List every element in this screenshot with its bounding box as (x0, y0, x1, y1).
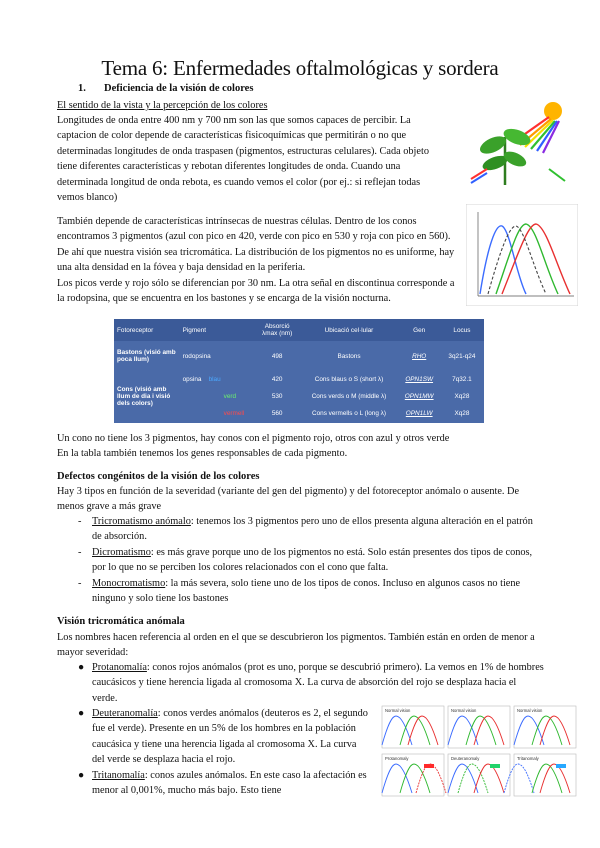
cell-gene: OPN1MW (404, 393, 434, 400)
panel-label: Protanomaly (385, 756, 409, 761)
list-item (78, 545, 540, 576)
cell-locus: 7q32.1 (452, 376, 472, 383)
cell-absorption: 530 (271, 393, 283, 400)
header-locus: Locus (453, 326, 471, 334)
cell-gene: RHO (412, 352, 427, 360)
anomaly-list-bottom (78, 706, 370, 798)
anomaly-panels-svg (380, 704, 580, 800)
bullet-dash: - (78, 577, 82, 589)
bullet-dot: ● (78, 662, 85, 673)
table-row (114, 341, 484, 371)
cell-location: Cons blaus o S (short λ) (314, 376, 384, 383)
pigment-name: opsina (182, 376, 202, 383)
cell-locus: Xq28 (454, 410, 470, 417)
panel-label: Normal vision (385, 708, 411, 713)
paragraph-one-cone: Un cono no tiene los 3 pigmentos, hay conos con el pigmento rojo, otros con azul y otros verde (57, 433, 450, 444)
paragraph-cones: También depende de características intrínsecas de nuestras células. Dentro de los conos encontramos 3 pigmentos (azul con pico en 420, verde con pico en 530 y roja con pico en 560). De ahí que nuestra visión sea tricromática. La distribución de los pigmentos no es uniforme, hay una alta densidad en la fóvea y baja densidad en la periferia. (57, 216, 455, 274)
section-number: 1. (78, 83, 86, 94)
cell-gene: OPN1SW (405, 376, 434, 383)
anomaly-list-top (78, 660, 544, 706)
list-item (78, 706, 370, 768)
anomaly-panel (504, 754, 576, 796)
anomaly-color-marker (556, 764, 566, 768)
anomaly-color-marker (490, 764, 500, 768)
anomaly-panel (382, 754, 446, 796)
anomaly-panel (514, 706, 576, 748)
bullet-dash: - (78, 516, 82, 527)
list-item (78, 768, 370, 799)
paragraph-names-order: Los nombres hacen referencia al orden en el que se descubrieron los pigmentos. También están en orden de menor a mayor severidad: (57, 632, 535, 659)
subheading-vista: El sentido de la vista y la percepción de los colores (57, 100, 268, 111)
cell-locus: Xq28 (454, 393, 470, 400)
paragraph-peaks: Los picos verde y rojo sólo se diferencian por 30 nm. La otra señal en discontinua corresponde a la rodopsina, que se encuentra en los bastones y se encarga de la visión nocturna. (57, 278, 455, 305)
gene-table (114, 319, 484, 422)
cell-pigment (180, 371, 255, 388)
absorption-curves-figure (466, 204, 578, 306)
cell-gene: OPN1LW (405, 410, 433, 417)
anomaly-panel (382, 706, 444, 748)
header-absorcio: Absorció λmax (nm) (262, 323, 293, 337)
cell-location: Bastons (337, 352, 361, 360)
defects-list (78, 514, 540, 606)
paragraph-types: Hay 3 tipos en función de la severidad (variante del gen del pigmento) y del fotoreceptor anómalo o ausente. De menos grave a más grave (57, 486, 520, 513)
term-text: : la más severa, solo tiene uno de los tipos de conos. Incluso en algunos casos no tiene ninguno y solo tiene los bastones (92, 577, 521, 605)
header-fotoreceptor: Fotoreceptor (117, 326, 154, 334)
term: Deuteranomalía (92, 708, 158, 719)
term: Tricromatismo anómalo (92, 516, 191, 527)
header-ubicacio: Ubicació cel·lular (324, 326, 374, 334)
cell-absorption: 560 (271, 410, 283, 417)
pigment-sub-blue: blau (208, 376, 221, 383)
pigment-sub-green: verd (223, 393, 237, 400)
page-title: Tema 6: Enfermedades oftalmológicas y sordera (101, 56, 499, 80)
panel-label: Tritanomaly (517, 756, 539, 761)
anomaly-color-marker (424, 764, 434, 768)
list-item (78, 576, 540, 607)
cell-pigment: rodopsina (182, 352, 211, 360)
term: Monocromatismo (92, 577, 166, 589)
heading-anomalous-trichromacy: Visión tricromática anómala (57, 616, 185, 627)
cell-receptor: Bastons (visió amb poca llum) (117, 349, 176, 363)
term-text: : es más grave porque uno de los pigmentos no está. Solo están presentes dos tipos de conos, por lo que no se perciben los colores relacionados con el cono que falta. (92, 546, 533, 574)
cell-receptor: Cons (visió amb llum de dia i visió dels colors) (117, 386, 171, 407)
panel-label: Deuteranomaly (451, 756, 480, 761)
gene-table-panel (114, 319, 484, 423)
paragraph-table-genes: En la tabla también tenemos los genes responsables de cada pigmento. (57, 448, 348, 459)
list-item (78, 514, 540, 545)
term: Dicromatismo (92, 546, 151, 558)
header-pigment: Pigment (182, 326, 207, 334)
plant-light-illustration (465, 97, 577, 187)
section-heading: Deficiencia de la visión de colores (104, 83, 254, 94)
anomaly-comparison-figure (380, 704, 580, 800)
anomaly-panel (448, 754, 510, 796)
table-row (114, 371, 484, 388)
panel-label: Normal vision (517, 708, 543, 713)
cell-absorption: 420 (271, 376, 283, 383)
heading-congenital-defects: Defectos congénitos de la visión de los colores (57, 471, 260, 482)
panel-label: Normal vision (451, 708, 477, 713)
bullet-dot: ● (78, 708, 85, 719)
bullet-dash: - (78, 546, 82, 558)
cell-location: Cons verds o M (middle λ) (311, 393, 387, 400)
paragraph-wavelengths: Longitudes de onda entre 400 nm y 700 nm son las que somos capaces de percibir. La captacion de color depende de características fisicoquímicas que permitirán o no que determinadas longitudes de onda traspasen (pigmentos, estructuras celulares). Cada objeto tiene diferentes características y rebotan diferentes longitudes de onda. Cuando una determinada longitud de onda rebota, es cuando vemos el color (por ej.: si reflejan todas vemos blanco) (57, 115, 430, 204)
pigment-sub-red: vermell (223, 410, 245, 417)
header-gen: Gen (413, 326, 426, 334)
term: Tritanomalía (92, 769, 145, 781)
term-text: : conos verdes anómalos (deuteros es 2, el segundo fue el verde). Presente en un 5% de los hombres en la población caucásica y tiene una herencia ligada al cromosoma X. La curva del verde se desplaza hacia el rojo. (92, 708, 368, 766)
cell-location: Cons vermells o L (long λ) (311, 410, 386, 417)
term: Protanomalía (92, 662, 147, 673)
table-header-row (114, 319, 484, 341)
anomaly-panel (448, 706, 510, 748)
term-text: : conos rojos anómalos (prot es uno, porque se descubrió primero). La vemos en 1% de hombres caucásicos y tiene herencia ligada al cromosoma X. La curva de absorción del rojo se desplaza hacia el verde. (92, 662, 544, 704)
bullet-dot: ● (78, 769, 85, 781)
term-text: : conos azules anómalos. En este caso la afectación es menor al 0,001%, mucho más bajo. Esto tiene (92, 769, 367, 797)
cell-absorption: 498 (271, 352, 283, 360)
list-item (78, 660, 544, 706)
cell-locus: 3q21-q24 (448, 352, 476, 360)
term-text: : tenemos los 3 pigmentos pero uno de ellos presenta alguna alteración en el patrón de absorción. (92, 516, 533, 543)
